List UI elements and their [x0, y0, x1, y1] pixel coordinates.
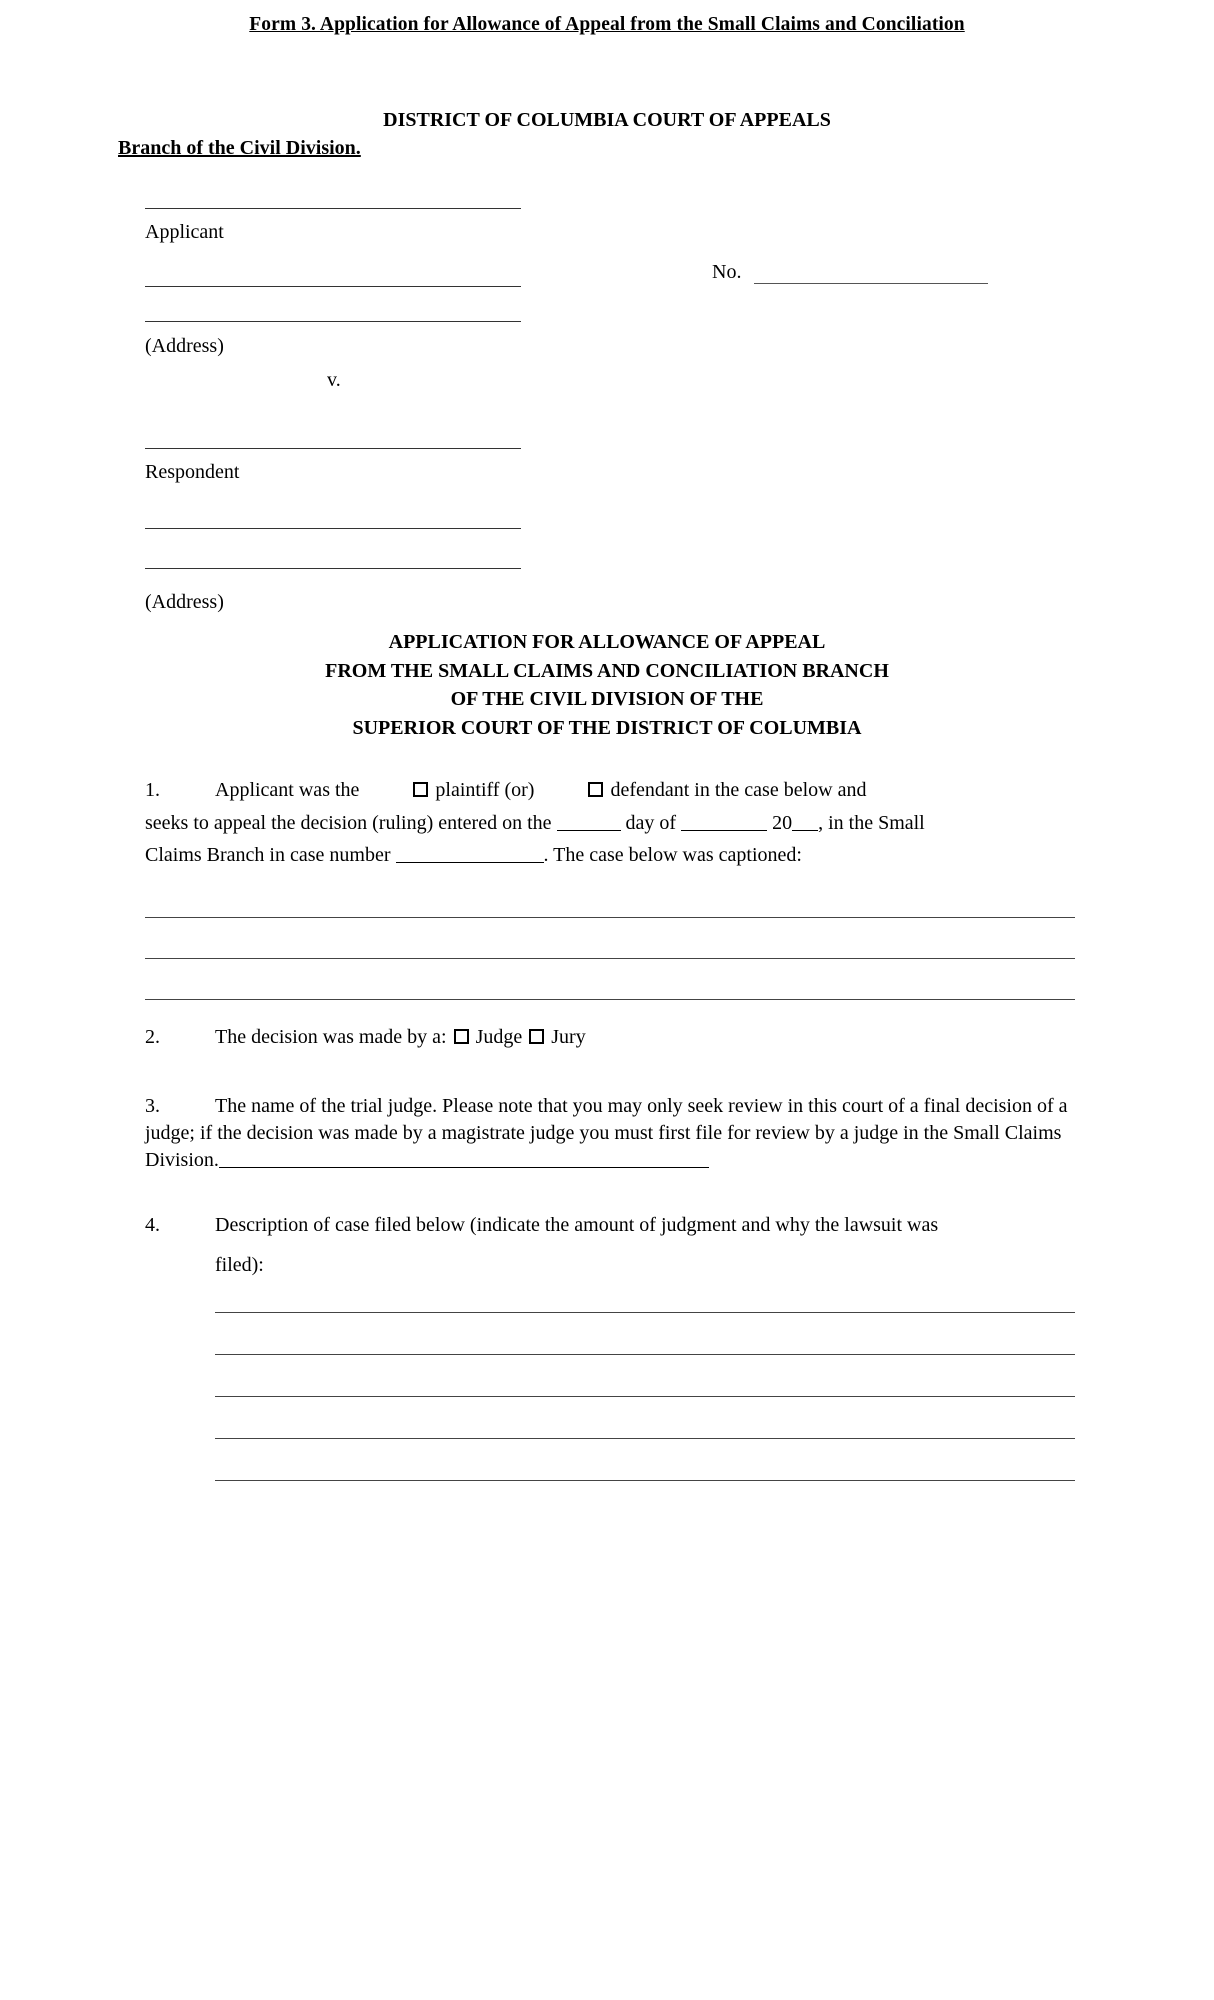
case-number-rule[interactable] — [754, 283, 988, 284]
decision-month-blank[interactable] — [681, 811, 767, 831]
plaintiff-checkbox[interactable] — [413, 782, 428, 797]
application-heading-line-2: FROM THE SMALL CLAIMS AND CONCILIATION BRANCH — [325, 659, 889, 682]
application-heading-line-4: SUPERIOR COURT OF THE DISTRICT OF COLUMBIA — [352, 716, 862, 739]
applicant-address-label: (Address) — [145, 335, 224, 357]
item-1-lead-text: Applicant was the — [215, 779, 360, 801]
description-rule-5[interactable] — [215, 1480, 1075, 1481]
respondent-label: Respondent — [145, 461, 240, 483]
item-3-text: The name of the trial judge. Please note that you may only seek review in this court of a final decision of a judge; if the decision was made by a magistrate judge you must first file for review by a judge in the Small Claims Division. — [145, 1095, 1068, 1171]
description-rule-1[interactable] — [215, 1312, 1075, 1313]
trial-judge-name-blank[interactable] — [219, 1148, 709, 1168]
respondent-address-rule-1[interactable] — [145, 528, 521, 529]
item-1-line-2-text-a: seeks to appeal the decision (ruling) entered on the — [145, 812, 552, 834]
item-2-text: The decision was made by a: — [215, 1026, 447, 1048]
description-rule-2[interactable] — [215, 1354, 1075, 1355]
judge-checkbox-label: Judge — [475, 1026, 523, 1048]
page-title-text: Form 3. Application for Allowance of Appeal from the Small Claims and Conciliation — [249, 14, 965, 35]
judge-checkbox[interactable] — [454, 1029, 469, 1044]
item-4-line-1: Description of case filed below (indicate the amount of judgment and why the lawsuit was — [215, 1214, 939, 1236]
plaintiff-checkbox-label: plaintiff (or) — [435, 779, 535, 801]
item-1-line-3 — [145, 843, 802, 867]
item-2-number: 2. — [145, 1026, 160, 1048]
item-1-line-2-text-b: day of — [625, 812, 677, 834]
description-rule-4[interactable] — [215, 1438, 1075, 1439]
jury-checkbox[interactable] — [529, 1029, 544, 1044]
respondent-name-rule[interactable] — [145, 448, 521, 449]
item-1-line-3-text-b: . The case below was captioned: — [543, 844, 802, 866]
item-1-line-2-text-c: 20 — [772, 812, 793, 834]
jury-checkbox-label: Jury — [551, 1026, 586, 1048]
item-3-body — [145, 1093, 1090, 1174]
item-3-number: 3. — [145, 1095, 160, 1117]
item-1-line-2-text-d: , in the Small — [818, 812, 925, 834]
decision-day-blank[interactable] — [557, 811, 621, 831]
decision-year-blank[interactable] — [792, 811, 818, 831]
defendant-checkbox-label: defendant in the case below and — [610, 779, 867, 801]
applicant-name-rule[interactable] — [145, 208, 521, 209]
item-2-body — [215, 1026, 586, 1049]
application-heading — [0, 628, 1214, 742]
item-4-number: 4. — [145, 1214, 160, 1236]
description-rule-3[interactable] — [215, 1396, 1075, 1397]
applicant-address-rule-1[interactable] — [145, 286, 521, 287]
respondent-address-label: (Address) — [145, 591, 224, 613]
item-1-line-1 — [215, 779, 866, 802]
application-heading-line-3: OF THE CIVIL DIVISION OF THE — [450, 688, 764, 711]
item-1-line-3-text-a: Claims Branch in case number — [145, 844, 391, 866]
item-1-line-2 — [145, 811, 925, 835]
item-1-number: 1. — [145, 779, 160, 801]
branch-line — [118, 137, 361, 160]
page-title — [0, 14, 1214, 36]
defendant-checkbox[interactable] — [588, 782, 603, 797]
versus-label: v. — [327, 369, 341, 391]
case-number-label: No. — [712, 261, 742, 283]
caption-answer-rule-2[interactable] — [145, 958, 1075, 959]
application-heading-line-1: APPLICATION FOR ALLOWANCE OF APPEAL — [388, 631, 826, 653]
case-number-blank[interactable] — [396, 843, 544, 863]
applicant-label: Applicant — [145, 221, 224, 243]
court-name: DISTRICT OF COLUMBIA COURT OF APPEALS — [383, 109, 831, 131]
caption-answer-rule-1[interactable] — [145, 917, 1075, 918]
applicant-address-rule-2[interactable] — [145, 321, 521, 322]
caption-answer-rule-3[interactable] — [145, 999, 1075, 1000]
branch-line-text: Branch of the Civil Division. — [118, 137, 361, 159]
item-4-line-2: filed): — [215, 1254, 264, 1276]
respondent-address-rule-2[interactable] — [145, 568, 521, 569]
